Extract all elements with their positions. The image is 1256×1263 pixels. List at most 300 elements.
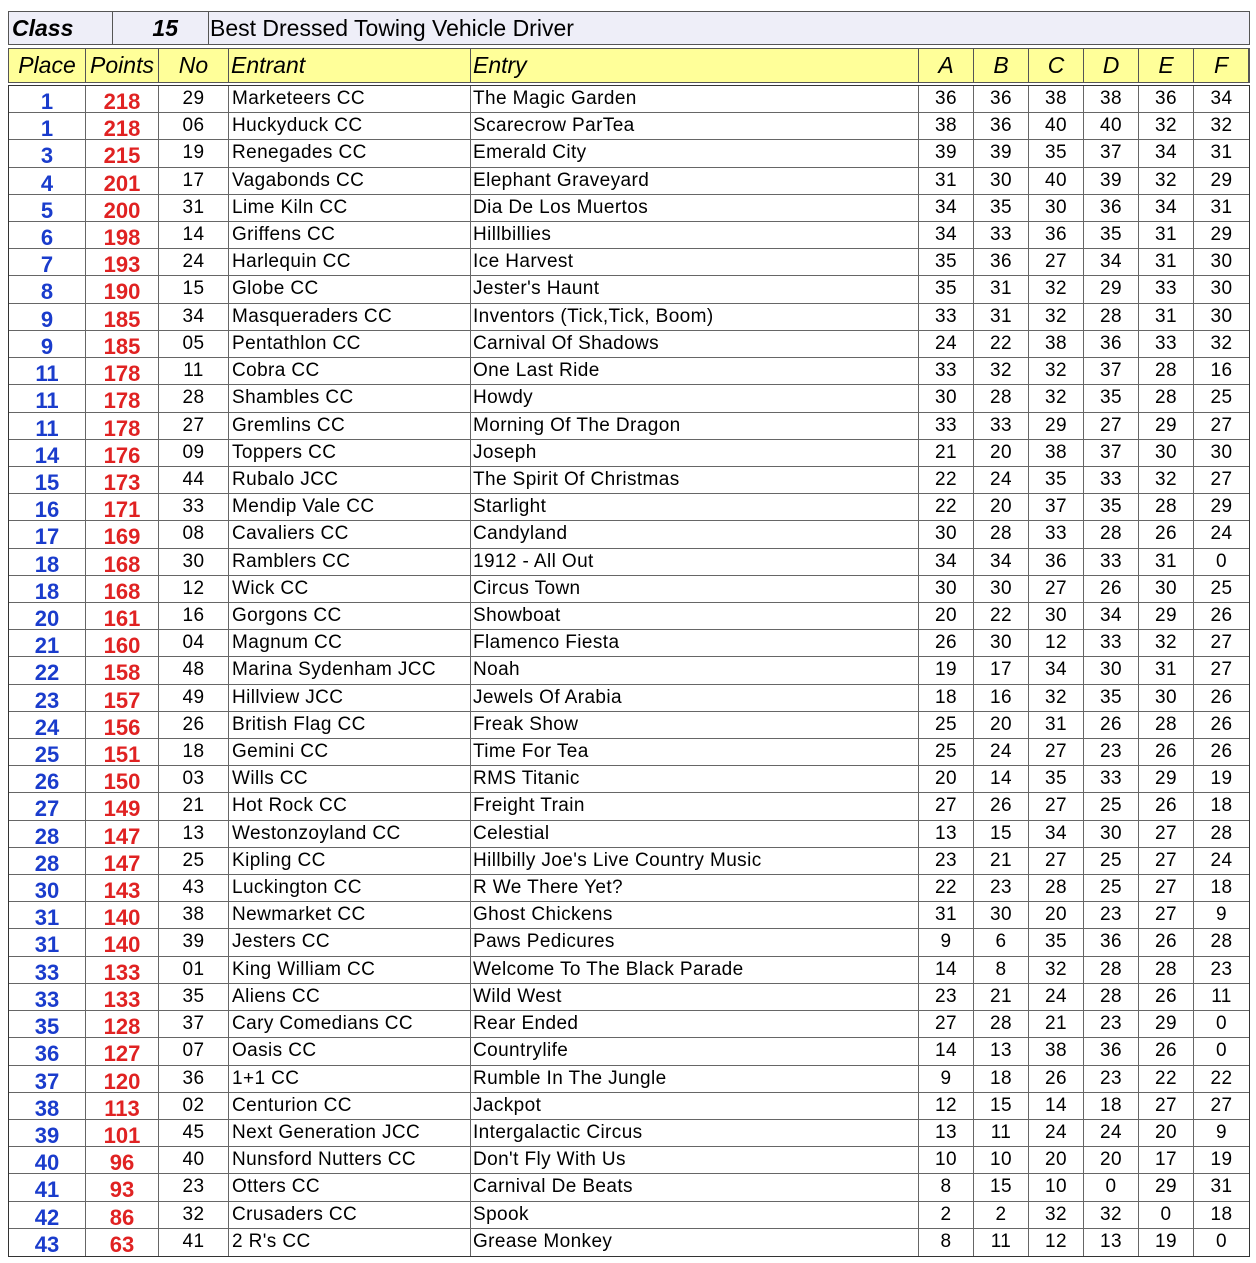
score-b-cell: 2 [974, 1202, 1029, 1229]
score-d-cell: 34 [1084, 603, 1139, 630]
no-cell: 16 [159, 603, 229, 630]
table-row [9, 1120, 1249, 1147]
no-cell: 32 [159, 1202, 229, 1229]
score-a-cell: 14 [919, 957, 974, 984]
score-b-cell: 10 [974, 1147, 1029, 1174]
score-b-cell: 36 [974, 86, 1029, 113]
place-cell: 11 [9, 413, 86, 440]
no-cell: 39 [159, 929, 229, 956]
table-row [9, 140, 1249, 167]
score-f-cell: 30 [1210, 278, 1233, 300]
entrant-cell: Aliens CC [229, 984, 471, 1011]
points-cell: 140 [86, 929, 159, 956]
score-b-cell: 26 [974, 793, 1029, 820]
score-d-cell: 34 [1084, 249, 1139, 276]
score-e-cell: 29 [1139, 603, 1194, 630]
points-cell: 198 [86, 222, 159, 249]
score-f-cell: 27 [1210, 632, 1233, 654]
entrant-cell: Rubalo JCC [229, 467, 471, 494]
points-cell: 168 [86, 576, 159, 603]
score-c-cell: 32 [1029, 276, 1084, 303]
score-b-cell: 36 [974, 113, 1029, 140]
entry-cell: Flamenco Fiesta [471, 630, 919, 657]
score-e-cell: 31 [1139, 549, 1194, 576]
place-cell: 39 [9, 1120, 86, 1147]
entrant-cell: Cobra CC [229, 358, 471, 385]
score-b-cell: 31 [974, 276, 1029, 303]
score-c-cell: 26 [1029, 1066, 1084, 1093]
score-f-cell: 32 [1210, 115, 1233, 137]
score-c-cell: 27 [1029, 793, 1084, 820]
entrant-cell: Harlequin CC [229, 249, 471, 276]
score-a-cell: 33 [919, 304, 974, 331]
no-cell: 03 [159, 766, 229, 793]
no-cell: 05 [159, 331, 229, 358]
no-cell: 38 [159, 902, 229, 929]
table-row [9, 576, 1249, 603]
score-c-cell: 38 [1029, 331, 1084, 358]
entry-cell: 1912 - All Out [471, 549, 919, 576]
score-f-cell: 19 [1210, 768, 1233, 790]
score-c-cell: 35 [1029, 140, 1084, 167]
table-header [8, 48, 1250, 83]
table-row [9, 739, 1249, 766]
place-cell: 31 [9, 902, 86, 929]
points-cell: 178 [86, 413, 159, 440]
score-a-cell: 25 [919, 739, 974, 766]
score-c-cell: 12 [1029, 630, 1084, 657]
score-f-cell: 24 [1210, 523, 1233, 545]
points-cell: 151 [86, 739, 159, 766]
table-row [9, 440, 1249, 467]
score-e-cell: 30 [1139, 440, 1194, 467]
table-row [9, 685, 1249, 712]
table-row [9, 1202, 1249, 1229]
entrant-cell: Globe CC [229, 276, 471, 303]
score-b-cell: 13 [974, 1038, 1029, 1065]
entrant-cell: King William CC [229, 957, 471, 984]
entrant-cell: Toppers CC [229, 440, 471, 467]
no-cell: 27 [159, 413, 229, 440]
points-cell: 178 [86, 385, 159, 412]
entrant-cell: Lime Kiln CC [229, 195, 471, 222]
score-d-cell: 28 [1084, 304, 1139, 331]
place-cell: 23 [9, 685, 86, 712]
no-cell: 14 [159, 222, 229, 249]
table-row [9, 494, 1249, 521]
entry-cell: Celestial [471, 821, 919, 848]
score-f-cell: 27 [1210, 1094, 1233, 1116]
score-c-cell: 36 [1029, 549, 1084, 576]
score-a-cell: 30 [919, 521, 974, 548]
score-c-cell: 21 [1029, 1011, 1084, 1038]
entrant-cell: Wills CC [229, 766, 471, 793]
points-cell: 149 [86, 793, 159, 820]
score-a-cell: 8 [919, 1229, 974, 1256]
score-b-cell: 33 [974, 222, 1029, 249]
score-f-cell: 11 [1211, 985, 1232, 1007]
entry-cell: Circus Town [471, 576, 919, 603]
score-b-cell: 28 [974, 521, 1029, 548]
header-b: B [974, 49, 1029, 82]
entry-cell: Rear Ended [471, 1011, 919, 1038]
score-b-cell: 18 [974, 1066, 1029, 1093]
entry-cell: Candyland [471, 521, 919, 548]
table-row [9, 657, 1249, 684]
score-c-cell: 34 [1029, 821, 1084, 848]
entry-cell: Starlight [471, 494, 919, 521]
score-c-cell: 38 [1029, 1038, 1084, 1065]
points-cell: 147 [86, 848, 159, 875]
score-b-cell: 21 [974, 848, 1029, 875]
entrant-cell: Cary Comedians CC [229, 1011, 471, 1038]
score-b-cell: 21 [974, 984, 1029, 1011]
score-c-cell: 12 [1029, 1229, 1084, 1256]
score-b-cell: 24 [974, 467, 1029, 494]
header-place: Place [9, 49, 86, 82]
no-cell: 11 [159, 358, 229, 385]
header-c: C [1029, 49, 1084, 82]
score-f-cell: 34 [1210, 88, 1233, 109]
score-b-cell: 22 [974, 603, 1029, 630]
score-a-cell: 23 [919, 984, 974, 1011]
score-b-cell: 36 [974, 249, 1029, 276]
table-row [9, 168, 1249, 195]
points-cell: 218 [86, 113, 159, 140]
points-cell: 96 [86, 1147, 159, 1174]
class-title-bar [8, 11, 1250, 45]
score-d-cell: 29 [1084, 276, 1139, 303]
points-cell: 200 [86, 195, 159, 222]
place-cell: 18 [9, 576, 86, 603]
score-f-cell: 26 [1210, 713, 1233, 735]
score-a-cell: 14 [919, 1038, 974, 1065]
score-e-cell: 32 [1139, 168, 1194, 195]
place-cell: 9 [9, 331, 86, 358]
entrant-cell: Huckyduck CC [229, 113, 471, 140]
score-e-cell: 34 [1139, 140, 1194, 167]
score-b-cell: 28 [974, 385, 1029, 412]
place-cell: 11 [9, 385, 86, 412]
score-f-cell: 30 [1210, 305, 1233, 327]
entry-cell: Emerald City [471, 140, 919, 167]
place-cell: 7 [9, 249, 86, 276]
score-d-cell: 30 [1084, 821, 1139, 848]
score-e-cell: 29 [1139, 1011, 1194, 1038]
place-cell: 37 [9, 1066, 86, 1093]
score-f-cell: 32 [1210, 332, 1233, 354]
class-label: Class [9, 12, 113, 44]
entrant-cell: Next Generation JCC [229, 1120, 471, 1147]
score-e-cell: 26 [1139, 984, 1194, 1011]
score-e-cell: 27 [1139, 902, 1194, 929]
score-c-cell: 24 [1029, 1120, 1084, 1147]
points-cell: 147 [86, 821, 159, 848]
no-cell: 24 [159, 249, 229, 276]
score-d-cell: 33 [1084, 549, 1139, 576]
score-b-cell: 30 [974, 576, 1029, 603]
no-cell: 28 [159, 385, 229, 412]
score-c-cell: 30 [1029, 195, 1084, 222]
score-b-cell: 15 [974, 821, 1029, 848]
entrant-cell: Oasis CC [229, 1038, 471, 1065]
score-a-cell: 8 [919, 1174, 974, 1201]
entrant-cell: Centurion CC [229, 1093, 471, 1120]
score-e-cell: 31 [1139, 249, 1194, 276]
score-f-cell: 0 [1216, 550, 1227, 572]
score-d-cell: 33 [1084, 766, 1139, 793]
score-d-cell: 28 [1084, 984, 1139, 1011]
score-d-cell: 33 [1084, 630, 1139, 657]
points-cell: 133 [86, 984, 159, 1011]
table-row [9, 113, 1249, 140]
score-b-cell: 20 [974, 494, 1029, 521]
points-cell: 168 [86, 549, 159, 576]
points-cell: 156 [86, 712, 159, 739]
score-e-cell: 29 [1139, 413, 1194, 440]
no-cell: 02 [159, 1093, 229, 1120]
score-a-cell: 31 [919, 168, 974, 195]
score-b-cell: 31 [974, 304, 1029, 331]
entrant-cell: Ramblers CC [229, 549, 471, 576]
score-f-cell: 29 [1210, 496, 1233, 518]
entrant-cell: Shambles CC [229, 385, 471, 412]
table-row [9, 1147, 1249, 1174]
points-cell: 185 [86, 304, 159, 331]
score-e-cell: 34 [1139, 195, 1194, 222]
score-d-cell: 23 [1084, 739, 1139, 766]
score-a-cell: 25 [919, 712, 974, 739]
entrant-cell: 2 R's CC [229, 1229, 471, 1256]
entry-cell: Ghost Chickens [471, 902, 919, 929]
entrant-cell: Griffens CC [229, 222, 471, 249]
score-b-cell: 30 [974, 902, 1029, 929]
points-cell: 113 [86, 1093, 159, 1120]
score-d-cell: 33 [1084, 467, 1139, 494]
points-cell: 201 [86, 168, 159, 195]
entry-cell: Grease Monkey [471, 1229, 919, 1256]
score-f-cell: 16 [1210, 360, 1233, 382]
score-c-cell: 10 [1029, 1174, 1084, 1201]
entry-cell: Time For Tea [471, 739, 919, 766]
table-row [9, 276, 1249, 303]
results-table [8, 85, 1250, 1257]
entry-cell: Hillbilly Joe's Live Country Music [471, 848, 919, 875]
entry-cell: Carnival De Beats [471, 1174, 919, 1201]
score-b-cell: 39 [974, 140, 1029, 167]
score-c-cell: 35 [1029, 929, 1084, 956]
score-e-cell: 26 [1139, 739, 1194, 766]
table-row [9, 984, 1249, 1011]
score-c-cell: 37 [1029, 494, 1084, 521]
entry-cell: Morning Of The Dragon [471, 413, 919, 440]
place-cell: 28 [9, 821, 86, 848]
table-row [9, 630, 1249, 657]
score-e-cell: 32 [1139, 467, 1194, 494]
score-a-cell: 21 [919, 440, 974, 467]
score-d-cell: 36 [1084, 331, 1139, 358]
no-cell: 09 [159, 440, 229, 467]
score-d-cell: 25 [1084, 848, 1139, 875]
score-e-cell: 26 [1139, 793, 1194, 820]
score-f-cell: 0 [1216, 1013, 1227, 1035]
entrant-cell: Nunsford Nutters CC [229, 1147, 471, 1174]
entry-cell: Jewels Of Arabia [471, 685, 919, 712]
score-d-cell: 26 [1084, 576, 1139, 603]
score-f-cell: 30 [1210, 251, 1233, 273]
place-cell: 21 [9, 630, 86, 657]
points-cell: 176 [86, 440, 159, 467]
score-a-cell: 27 [919, 793, 974, 820]
score-c-cell: 40 [1029, 168, 1084, 195]
no-cell: 45 [159, 1120, 229, 1147]
entrant-cell: Vagabonds CC [229, 168, 471, 195]
score-f-cell: 18 [1210, 877, 1233, 899]
entrant-cell: Wick CC [229, 576, 471, 603]
table-row [9, 86, 1249, 113]
score-d-cell: 13 [1084, 1229, 1139, 1256]
score-f-cell: 28 [1210, 822, 1233, 844]
score-e-cell: 29 [1139, 1174, 1194, 1201]
entrant-cell: Newmarket CC [229, 902, 471, 929]
entrant-cell: Gorgons CC [229, 603, 471, 630]
score-e-cell: 27 [1139, 1093, 1194, 1120]
entry-cell: Freak Show [471, 712, 919, 739]
points-cell: 93 [86, 1174, 159, 1201]
entrant-cell: Jesters CC [229, 929, 471, 956]
place-cell: 42 [9, 1202, 86, 1229]
table-row [9, 222, 1249, 249]
header-entrant: Entrant [229, 49, 471, 82]
score-e-cell: 33 [1139, 276, 1194, 303]
points-cell: 140 [86, 902, 159, 929]
entrant-cell: Marketeers CC [229, 86, 471, 113]
score-f-cell: 23 [1210, 958, 1233, 980]
score-d-cell: 30 [1084, 657, 1139, 684]
score-a-cell: 20 [919, 603, 974, 630]
score-c-cell: 20 [1029, 902, 1084, 929]
no-cell: 49 [159, 685, 229, 712]
score-e-cell: 22 [1139, 1066, 1194, 1093]
score-c-cell: 27 [1029, 848, 1084, 875]
score-c-cell: 27 [1029, 576, 1084, 603]
score-e-cell: 31 [1139, 304, 1194, 331]
table-row [9, 1229, 1249, 1256]
score-d-cell: 38 [1084, 86, 1139, 113]
entry-cell: Scarecrow ParTea [471, 113, 919, 140]
entrant-cell: Magnum CC [229, 630, 471, 657]
score-f-cell: 27 [1210, 468, 1233, 490]
entry-cell: Jackpot [471, 1093, 919, 1120]
score-c-cell: 32 [1029, 358, 1084, 385]
place-cell: 40 [9, 1147, 86, 1174]
score-d-cell: 23 [1084, 902, 1139, 929]
score-b-cell: 16 [974, 685, 1029, 712]
score-d-cell: 35 [1084, 222, 1139, 249]
class-number: 15 [113, 12, 209, 44]
place-cell: 1 [9, 86, 86, 113]
entry-cell: Welcome To The Black Parade [471, 957, 919, 984]
score-d-cell: 36 [1084, 929, 1139, 956]
points-cell: 218 [86, 86, 159, 113]
points-cell: 160 [86, 630, 159, 657]
score-a-cell: 9 [919, 929, 974, 956]
table-row [9, 902, 1249, 929]
score-f-cell: 0 [1216, 1230, 1227, 1252]
points-cell: 128 [86, 1011, 159, 1038]
score-a-cell: 39 [919, 140, 974, 167]
place-cell: 20 [9, 603, 86, 630]
score-b-cell: 23 [974, 875, 1029, 902]
entry-cell: Countrylife [471, 1038, 919, 1065]
score-f-cell: 24 [1210, 849, 1233, 871]
no-cell: 19 [159, 140, 229, 167]
score-c-cell: 35 [1029, 766, 1084, 793]
score-b-cell: 28 [974, 1011, 1029, 1038]
score-f-cell: 29 [1210, 169, 1233, 191]
score-e-cell: 30 [1139, 576, 1194, 603]
place-cell: 5 [9, 195, 86, 222]
score-c-cell: 35 [1029, 467, 1084, 494]
no-cell: 43 [159, 875, 229, 902]
score-f-cell: 27 [1210, 414, 1233, 436]
score-b-cell: 8 [974, 957, 1029, 984]
entry-cell: Inventors (Tick,Tick, Boom) [471, 304, 919, 331]
place-cell: 25 [9, 739, 86, 766]
score-d-cell: 23 [1084, 1011, 1139, 1038]
score-f-cell: 31 [1210, 1176, 1233, 1198]
place-cell: 18 [9, 549, 86, 576]
entrant-cell: Gemini CC [229, 739, 471, 766]
table-row [9, 467, 1249, 494]
points-cell: 157 [86, 685, 159, 712]
header-entry: Entry [471, 49, 919, 82]
score-a-cell: 34 [919, 222, 974, 249]
score-a-cell: 30 [919, 385, 974, 412]
score-e-cell: 33 [1139, 331, 1194, 358]
score-b-cell: 30 [974, 630, 1029, 657]
score-e-cell: 27 [1139, 875, 1194, 902]
score-a-cell: 20 [919, 766, 974, 793]
table-row [9, 385, 1249, 412]
score-d-cell: 28 [1084, 521, 1139, 548]
points-cell: 193 [86, 249, 159, 276]
score-d-cell: 24 [1084, 1120, 1139, 1147]
table-row [9, 766, 1249, 793]
score-c-cell: 29 [1029, 413, 1084, 440]
score-c-cell: 32 [1029, 1202, 1084, 1229]
score-e-cell: 27 [1139, 821, 1194, 848]
score-c-cell: 31 [1029, 712, 1084, 739]
score-c-cell: 30 [1029, 603, 1084, 630]
no-cell: 07 [159, 1038, 229, 1065]
no-cell: 08 [159, 521, 229, 548]
score-d-cell: 25 [1084, 793, 1139, 820]
entry-cell: Noah [471, 657, 919, 684]
score-e-cell: 32 [1139, 113, 1194, 140]
score-e-cell: 31 [1139, 222, 1194, 249]
score-c-cell: 38 [1029, 440, 1084, 467]
place-cell: 33 [9, 984, 86, 1011]
no-cell: 29 [159, 86, 229, 113]
no-cell: 17 [159, 168, 229, 195]
score-b-cell: 33 [974, 413, 1029, 440]
score-b-cell: 22 [974, 331, 1029, 358]
place-cell: 11 [9, 358, 86, 385]
points-cell: 133 [86, 957, 159, 984]
place-cell: 36 [9, 1038, 86, 1065]
entrant-cell: Marina Sydenham JCC [229, 657, 471, 684]
